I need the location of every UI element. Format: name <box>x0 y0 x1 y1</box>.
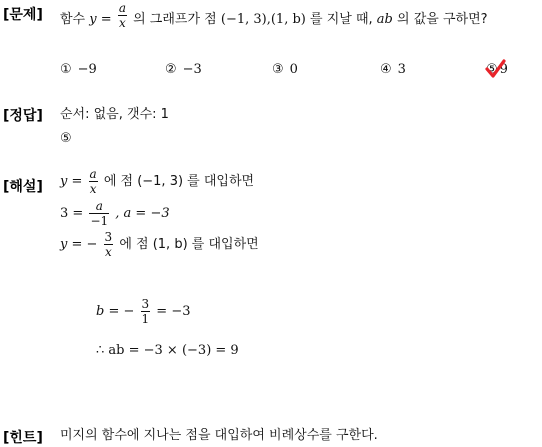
sol1-denominator: x <box>89 182 97 196</box>
sol3-denominator: x <box>104 245 112 259</box>
fraction-denominator: x <box>119 16 126 30</box>
sol3-lhs: y = − <box>60 237 98 252</box>
sol4-text: = −3 <box>156 304 191 319</box>
sol3-numerator: 3 <box>104 230 113 244</box>
sol3-fraction <box>104 230 114 259</box>
question-text-after: 를 지날 때, <box>310 12 373 27</box>
sol2-denominator: −1 <box>90 214 109 228</box>
equation-eq: = <box>100 12 112 27</box>
choice-3[interactable] <box>272 62 298 77</box>
choice-number: ④ <box>380 62 392 77</box>
question-text-before: 함수 <box>60 12 86 27</box>
sol3-text: 에 점 (1, b) 를 대입하면 <box>119 237 259 252</box>
choice-value: 3 <box>397 62 406 77</box>
choice-number: ① <box>60 62 72 77</box>
sol4-fraction <box>141 297 151 326</box>
sol2-lhs: 3 = <box>60 206 84 221</box>
sol1-text: 에 점 (−1, 3) 를 대입하면 <box>103 174 255 189</box>
choice-4[interactable] <box>380 62 406 77</box>
choice-value: −9 <box>77 62 97 77</box>
question-tag: [문제] <box>3 7 43 23</box>
choice-2[interactable] <box>165 62 202 77</box>
hint-text: 미지의 함수에 지나는 점을 대입하여 비례상수를 구한다. <box>60 428 378 443</box>
equation-lhs: y <box>89 12 97 27</box>
point-separator: , <box>266 12 271 27</box>
sol2-fraction <box>89 199 109 228</box>
choice-number: ③ <box>272 62 284 77</box>
choice-value: 0 <box>289 62 298 77</box>
solution-tag: [해설] <box>3 179 43 195</box>
question-text <box>60 1 488 34</box>
choice-1[interactable] <box>60 62 97 77</box>
answer-tag: [정답] <box>3 108 43 124</box>
sol4-denominator: 1 <box>141 312 150 326</box>
sol2-numerator: a <box>89 199 109 214</box>
product-ab: ab <box>376 12 393 27</box>
sol4-numerator: 3 <box>141 297 150 311</box>
solution-line-1 <box>60 167 254 196</box>
question-text-end: 의 값을 구하면? <box>397 12 488 27</box>
hint-tag: [힌트] <box>3 430 43 446</box>
sol1-numerator: a <box>89 167 97 181</box>
fraction-numerator: a <box>118 1 126 15</box>
sol4-lhs: b = − <box>96 304 135 319</box>
solution-line-5: ∴ ab = −3 × (−3) = 9 <box>96 343 239 358</box>
choice-number: ② <box>165 62 177 77</box>
check-mark-icon <box>484 58 506 80</box>
point-1: (−1, 3) <box>220 12 267 27</box>
choice-5[interactable] <box>486 62 508 77</box>
solution-line-2 <box>60 199 170 228</box>
point-2: (1, b) <box>270 12 306 27</box>
sol1-fraction <box>89 167 98 196</box>
choice-number: ⑤ <box>486 62 498 77</box>
solution-line-3 <box>60 230 259 259</box>
question-text-middle: 의 그래프가 점 <box>133 12 217 27</box>
solution-line-4 <box>96 297 191 326</box>
answer-value: ⑤ <box>60 131 72 146</box>
answer-info: 순서: 없음, 갯수: 1 <box>60 107 169 122</box>
choice-value: 9 <box>499 62 508 77</box>
sol1-lhs: y = <box>60 174 83 189</box>
sol2-text: , a = −3 <box>115 206 170 221</box>
question-fraction <box>118 1 127 30</box>
choice-value: −3 <box>182 62 202 77</box>
